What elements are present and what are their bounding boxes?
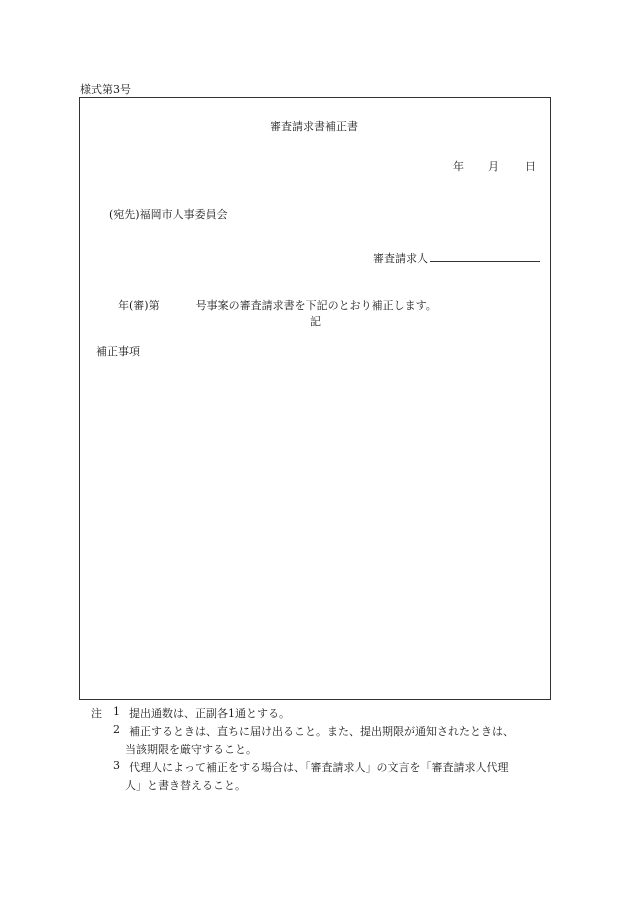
note-3-number: 3 bbox=[113, 759, 120, 772]
date-month-label: 月 bbox=[488, 160, 499, 173]
correction-items-label: 補正事項 bbox=[96, 345, 140, 358]
date-line bbox=[453, 158, 536, 174]
document-title: 審査請求書補正書 bbox=[270, 120, 358, 133]
note-2-line-2: 当該期限を厳守すること。 bbox=[125, 743, 257, 756]
date-day-label: 日 bbox=[525, 160, 536, 173]
requester-line bbox=[373, 250, 540, 266]
form-frame bbox=[79, 97, 551, 700]
date-year-label: 年 bbox=[453, 160, 464, 173]
note-2-number: 2 bbox=[113, 723, 120, 736]
correction-statement bbox=[118, 297, 437, 313]
requester-name-blank bbox=[430, 250, 540, 262]
note-1-line-1: 提出通数は、正副各1通とする。 bbox=[129, 707, 290, 720]
statement-part2: 号事案の審査請求書を下記のとおり補正します。 bbox=[195, 299, 437, 312]
notes-heading: 注 bbox=[91, 707, 102, 720]
note-2-line-1: 補正するときは、直ちに届け出ること。また、提出期限が通知されたときは、 bbox=[129, 725, 514, 738]
form-number: 様式第3号 bbox=[80, 83, 131, 96]
note-1-number: 1 bbox=[113, 705, 120, 718]
note-3-line-1: 代理人によって補正をする場合は、「審査請求人」の文言を「審査請求人代理 bbox=[129, 761, 509, 774]
requester-label: 審査請求人 bbox=[373, 252, 428, 265]
ki-heading: 記 bbox=[310, 315, 321, 328]
note-3-line-2: 人」と書き替えること。 bbox=[125, 779, 246, 792]
statement-part1: 年(審)第 bbox=[118, 299, 160, 312]
addressee: (宛先)福岡市人事委員会 bbox=[109, 208, 228, 221]
